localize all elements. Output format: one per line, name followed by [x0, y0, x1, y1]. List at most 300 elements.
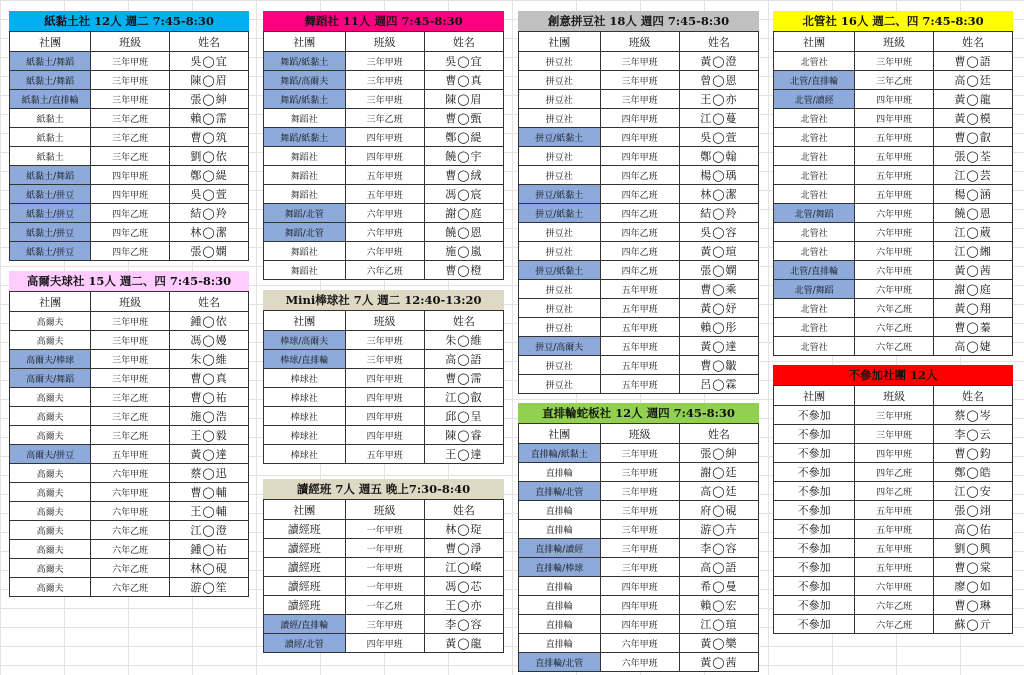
cell-club[interactable]: 高爾夫 [10, 407, 91, 426]
cell-club[interactable]: 拼豆/紙黏土 [519, 204, 601, 223]
cell-student-name[interactable]: 黃◯樂 [679, 634, 758, 653]
cell-club[interactable]: 紙黏土/拼豆 [10, 185, 91, 204]
cell-club[interactable]: 棒球社 [264, 445, 346, 464]
cell-class[interactable]: 四年甲班 [345, 407, 424, 426]
cell-class[interactable]: 四年乙班 [600, 261, 679, 280]
cell-student-name[interactable]: 陳◯眉 [424, 90, 503, 109]
cell-class[interactable]: 四年甲班 [345, 634, 424, 653]
cell-student-name[interactable]: 曹◯絨 [424, 166, 503, 185]
cell-club[interactable]: 棒球社 [264, 407, 346, 426]
cell-class[interactable]: 六年乙班 [345, 261, 424, 280]
cell-club[interactable]: 不參加 [774, 444, 855, 463]
cell-class[interactable]: 六年甲班 [855, 261, 934, 280]
cell-class[interactable]: 三年乙班 [91, 388, 170, 407]
cell-class[interactable]: 三年甲班 [600, 520, 679, 539]
cell-class[interactable]: 三年乙班 [91, 128, 170, 147]
cell-student-name[interactable]: 馮◯嫚 [170, 331, 249, 350]
cell-club[interactable]: 北管/舞蹈 [774, 204, 855, 223]
cell-student-name[interactable]: 江◯蔓 [679, 109, 758, 128]
cell-club[interactable]: 舞蹈/紙黏土 [264, 52, 346, 71]
cell-class[interactable]: 五年甲班 [855, 501, 934, 520]
cell-class[interactable]: 六年甲班 [91, 502, 170, 521]
cell-club[interactable]: 高爾夫 [10, 502, 91, 521]
cell-student-name[interactable]: 李◯容 [679, 539, 758, 558]
cell-class[interactable]: 五年甲班 [855, 185, 934, 204]
cell-class[interactable]: 三年甲班 [345, 52, 424, 71]
cell-club[interactable]: 拼豆/紙黏土 [519, 261, 601, 280]
cell-student-name[interactable]: 林◯潔 [679, 185, 758, 204]
cell-club[interactable]: 拼豆社 [519, 280, 601, 299]
cell-student-name[interactable]: 曹◯真 [170, 369, 249, 388]
cell-class[interactable]: 三年乙班 [855, 71, 934, 90]
cell-student-name[interactable]: 賴◯彤 [679, 318, 758, 337]
cell-club[interactable]: 高爾夫 [10, 331, 91, 350]
cell-class[interactable]: 四年甲班 [91, 185, 170, 204]
cell-class[interactable]: 六年甲班 [600, 653, 679, 672]
cell-club[interactable]: 直排輪/北管 [519, 482, 601, 501]
cell-club[interactable]: 北管社 [774, 166, 855, 185]
cell-student-name[interactable]: 游◯笙 [170, 578, 249, 597]
cell-class[interactable]: 四年甲班 [345, 147, 424, 166]
cell-class[interactable]: 六年甲班 [345, 242, 424, 261]
cell-student-name[interactable]: 鄭◯翰 [679, 147, 758, 166]
cell-student-name[interactable]: 曹◯叡 [934, 128, 1013, 147]
cell-class[interactable]: 三年甲班 [91, 71, 170, 90]
cell-student-name[interactable]: 馮◯宸 [424, 185, 503, 204]
cell-club[interactable]: 舞蹈社 [264, 109, 346, 128]
cell-club[interactable]: 拼豆社 [519, 71, 601, 90]
cell-club[interactable]: 不參加 [774, 406, 855, 425]
cell-student-name[interactable]: 高◯婕 [934, 337, 1013, 356]
cell-class[interactable]: 四年乙班 [855, 463, 934, 482]
cell-student-name[interactable]: 吳◯宜 [170, 52, 249, 71]
cell-club[interactable]: 直排輪 [519, 463, 601, 482]
cell-student-name[interactable]: 鄭◯皓 [934, 463, 1013, 482]
cell-class[interactable]: 六年甲班 [855, 242, 934, 261]
cell-club[interactable]: 北管社 [774, 52, 855, 71]
cell-club[interactable]: 北管社 [774, 109, 855, 128]
cell-class[interactable]: 六年乙班 [855, 615, 934, 634]
cell-club[interactable]: 舞蹈社 [264, 147, 346, 166]
cell-student-name[interactable]: 王◯亦 [679, 90, 758, 109]
cell-club[interactable]: 高爾夫 [10, 578, 91, 597]
cell-student-name[interactable]: 張◯嫻 [679, 261, 758, 280]
cell-club[interactable]: 高爾夫 [10, 464, 91, 483]
cell-club[interactable]: 直排輪 [519, 596, 601, 615]
cell-student-name[interactable]: 朱◯維 [424, 331, 503, 350]
cell-student-name[interactable]: 希◯曼 [679, 577, 758, 596]
cell-class[interactable]: 五年甲班 [855, 166, 934, 185]
cell-student-name[interactable]: 鍾◯依 [170, 312, 249, 331]
cell-class[interactable]: 三年乙班 [91, 407, 170, 426]
cell-student-name[interactable]: 鄭◯緹 [170, 166, 249, 185]
cell-class[interactable]: 四年甲班 [855, 444, 934, 463]
cell-student-name[interactable]: 林◯琁 [424, 520, 503, 539]
cell-class[interactable]: 六年乙班 [91, 578, 170, 597]
cell-club[interactable]: 北管社 [774, 299, 855, 318]
cell-class[interactable]: 四年甲班 [600, 147, 679, 166]
cell-student-name[interactable]: 黃◯翔 [934, 299, 1013, 318]
cell-class[interactable]: 四年甲班 [600, 128, 679, 147]
cell-class[interactable]: 三年甲班 [345, 90, 424, 109]
cell-class[interactable]: 五年甲班 [600, 280, 679, 299]
cell-class[interactable]: 六年乙班 [91, 559, 170, 578]
cell-student-name[interactable]: 張◯紳 [170, 90, 249, 109]
cell-class[interactable]: 四年甲班 [345, 128, 424, 147]
cell-student-name[interactable]: 曹◯棠 [934, 558, 1013, 577]
cell-class[interactable]: 三年甲班 [600, 444, 679, 463]
cell-club[interactable]: 讀經班 [264, 539, 346, 558]
cell-student-name[interactable]: 賴◯霈 [170, 109, 249, 128]
cell-class[interactable]: 四年甲班 [91, 166, 170, 185]
cell-club[interactable]: 高爾夫 [10, 388, 91, 407]
cell-student-name[interactable]: 黃◯模 [934, 109, 1013, 128]
cell-club[interactable]: 讀經班 [264, 596, 346, 615]
cell-club[interactable]: 紙黏土/拼豆 [10, 242, 91, 261]
cell-class[interactable]: 六年甲班 [91, 464, 170, 483]
cell-club[interactable]: 直排輪 [519, 577, 601, 596]
cell-class[interactable]: 五年甲班 [855, 128, 934, 147]
cell-club[interactable]: 高爾夫/舞蹈 [10, 369, 91, 388]
cell-student-name[interactable]: 黃◯妤 [679, 299, 758, 318]
cell-club[interactable]: 不參加 [774, 615, 855, 634]
cell-club[interactable]: 高爾夫 [10, 312, 91, 331]
cell-student-name[interactable]: 結◯羚 [170, 204, 249, 223]
cell-student-name[interactable]: 謝◯廷 [679, 463, 758, 482]
cell-student-name[interactable]: 黃◯瑄 [679, 242, 758, 261]
cell-class[interactable]: 三年甲班 [600, 90, 679, 109]
cell-student-name[interactable]: 馮◯芯 [424, 577, 503, 596]
cell-class[interactable]: 三年甲班 [600, 501, 679, 520]
cell-club[interactable]: 紙黏土 [10, 147, 91, 166]
cell-student-name[interactable]: 江◯叡 [424, 388, 503, 407]
cell-club[interactable]: 直排輪/棒球 [519, 558, 601, 577]
cell-student-name[interactable]: 李◯云 [934, 425, 1013, 444]
cell-club[interactable]: 不參加 [774, 596, 855, 615]
cell-club[interactable]: 北管社 [774, 337, 855, 356]
cell-club[interactable]: 高爾夫 [10, 540, 91, 559]
cell-club[interactable]: 拼豆社 [519, 166, 601, 185]
cell-student-name[interactable]: 張◯紳 [679, 444, 758, 463]
cell-student-name[interactable]: 饒◯恩 [424, 223, 503, 242]
cell-class[interactable]: 六年甲班 [91, 483, 170, 502]
cell-class[interactable]: 三年乙班 [91, 426, 170, 445]
cell-class[interactable]: 一年甲班 [345, 520, 424, 539]
cell-student-name[interactable]: 高◯佑 [934, 520, 1013, 539]
cell-student-name[interactable]: 陳◯睿 [424, 426, 503, 445]
cell-class[interactable]: 五年甲班 [600, 318, 679, 337]
cell-club[interactable]: 舞蹈/紙黏土 [264, 90, 346, 109]
cell-club[interactable]: 直排輪 [519, 615, 601, 634]
cell-class[interactable]: 一年甲班 [345, 539, 424, 558]
cell-club[interactable]: 不參加 [774, 520, 855, 539]
cell-club[interactable]: 棒球/直排輪 [264, 350, 346, 369]
cell-club[interactable]: 紙黏土/舞蹈 [10, 166, 91, 185]
cell-class[interactable]: 三年乙班 [91, 109, 170, 128]
cell-student-name[interactable]: 朱◯維 [170, 350, 249, 369]
cell-club[interactable]: 北管社 [774, 128, 855, 147]
cell-club[interactable]: 舞蹈/北管 [264, 223, 346, 242]
cell-student-name[interactable]: 張◯嫻 [170, 242, 249, 261]
cell-class[interactable]: 四年乙班 [91, 204, 170, 223]
cell-student-name[interactable]: 曹◯皺 [679, 356, 758, 375]
cell-class[interactable]: 六年甲班 [345, 223, 424, 242]
cell-class[interactable]: 五年甲班 [855, 520, 934, 539]
cell-class[interactable]: 五年甲班 [345, 166, 424, 185]
cell-club[interactable]: 高爾夫 [10, 426, 91, 445]
cell-student-name[interactable]: 廖◯如 [934, 577, 1013, 596]
cell-club[interactable]: 紙黏土/舞蹈 [10, 52, 91, 71]
cell-club[interactable]: 棒球社 [264, 369, 346, 388]
cell-student-name[interactable]: 黃◯龍 [424, 634, 503, 653]
cell-club[interactable]: 棒球社 [264, 426, 346, 445]
cell-class[interactable]: 三年甲班 [600, 52, 679, 71]
cell-club[interactable]: 直排輪/紙黏土 [519, 444, 601, 463]
cell-class[interactable]: 六年甲班 [600, 634, 679, 653]
cell-student-name[interactable]: 結◯羚 [679, 204, 758, 223]
cell-student-name[interactable]: 林◯硯 [170, 559, 249, 578]
cell-student-name[interactable]: 曹◯真 [424, 71, 503, 90]
cell-club[interactable]: 拼豆社 [519, 90, 601, 109]
cell-class[interactable]: 六年甲班 [345, 204, 424, 223]
cell-club[interactable]: 北管/讀經 [774, 90, 855, 109]
cell-club[interactable]: 棒球/高爾夫 [264, 331, 346, 350]
cell-club[interactable]: 棒球社 [264, 388, 346, 407]
cell-class[interactable]: 六年乙班 [855, 337, 934, 356]
cell-club[interactable]: 讀經班 [264, 558, 346, 577]
cell-class[interactable]: 三年甲班 [91, 369, 170, 388]
cell-club[interactable]: 舞蹈/紙黏土 [264, 128, 346, 147]
cell-student-name[interactable]: 邱◯呈 [424, 407, 503, 426]
cell-class[interactable]: 六年甲班 [855, 204, 934, 223]
cell-class[interactable]: 五年甲班 [345, 185, 424, 204]
cell-student-name[interactable]: 饒◯恩 [934, 204, 1013, 223]
cell-club[interactable]: 直排輪/讀經 [519, 539, 601, 558]
cell-club[interactable]: 拼豆社 [519, 375, 601, 394]
cell-club[interactable]: 拼豆/紙黏土 [519, 128, 601, 147]
cell-student-name[interactable]: 鍾◯祐 [170, 540, 249, 559]
cell-club[interactable]: 舞蹈社 [264, 261, 346, 280]
cell-class[interactable]: 三年甲班 [345, 615, 424, 634]
cell-student-name[interactable]: 府◯硯 [679, 501, 758, 520]
cell-student-name[interactable]: 曹◯橙 [424, 261, 503, 280]
cell-student-name[interactable]: 江◯澄 [170, 521, 249, 540]
cell-class[interactable]: 六年甲班 [855, 577, 934, 596]
cell-club[interactable]: 舞蹈/北管 [264, 204, 346, 223]
cell-student-name[interactable]: 曹◯輔 [170, 483, 249, 502]
cell-class[interactable]: 四年甲班 [345, 369, 424, 388]
cell-student-name[interactable]: 吳◯萱 [170, 185, 249, 204]
cell-club[interactable]: 北管社 [774, 185, 855, 204]
cell-club[interactable]: 高爾夫 [10, 521, 91, 540]
cell-class[interactable]: 三年甲班 [345, 350, 424, 369]
cell-club[interactable]: 直排輪 [519, 634, 601, 653]
cell-student-name[interactable]: 黃◯達 [679, 337, 758, 356]
cell-class[interactable]: 五年甲班 [91, 445, 170, 464]
cell-club[interactable]: 拼豆社 [519, 52, 601, 71]
cell-student-name[interactable]: 高◯語 [424, 350, 503, 369]
cell-student-name[interactable]: 曹◯筑 [170, 128, 249, 147]
cell-club[interactable]: 北管社 [774, 223, 855, 242]
cell-club[interactable]: 不參加 [774, 425, 855, 444]
cell-class[interactable]: 三年甲班 [91, 350, 170, 369]
cell-student-name[interactable]: 曹◯霈 [424, 369, 503, 388]
cell-class[interactable]: 三年甲班 [91, 52, 170, 71]
cell-class[interactable]: 五年甲班 [600, 337, 679, 356]
cell-club[interactable]: 讀經班 [264, 577, 346, 596]
cell-student-name[interactable]: 謝◯庭 [424, 204, 503, 223]
cell-student-name[interactable]: 王◯毅 [170, 426, 249, 445]
cell-student-name[interactable]: 吳◯萱 [679, 128, 758, 147]
cell-student-name[interactable]: 楊◯涵 [934, 185, 1013, 204]
cell-class[interactable]: 六年甲班 [855, 280, 934, 299]
cell-student-name[interactable]: 張◯翊 [934, 501, 1013, 520]
cell-class[interactable]: 一年甲班 [345, 558, 424, 577]
cell-club[interactable]: 拼豆社 [519, 109, 601, 128]
cell-club[interactable]: 高爾夫/棒球 [10, 350, 91, 369]
cell-class[interactable]: 三年甲班 [855, 425, 934, 444]
cell-club[interactable]: 直排輪/北管 [519, 653, 601, 672]
cell-club[interactable]: 高爾夫 [10, 559, 91, 578]
cell-class[interactable]: 四年甲班 [345, 388, 424, 407]
cell-student-name[interactable]: 江◯安 [934, 482, 1013, 501]
cell-student-name[interactable]: 王◯亦 [424, 596, 503, 615]
cell-class[interactable]: 一年乙班 [345, 596, 424, 615]
cell-student-name[interactable]: 曹◯甄 [424, 109, 503, 128]
cell-class[interactable]: 五年甲班 [855, 558, 934, 577]
cell-class[interactable]: 五年甲班 [855, 147, 934, 166]
cell-student-name[interactable]: 黃◯茜 [934, 261, 1013, 280]
cell-student-name[interactable]: 江◯嶸 [424, 558, 503, 577]
cell-club[interactable]: 紙黏土 [10, 128, 91, 147]
cell-student-name[interactable]: 曹◯蓁 [934, 318, 1013, 337]
cell-class[interactable]: 三年甲班 [345, 331, 424, 350]
cell-student-name[interactable]: 王◯達 [424, 445, 503, 464]
cell-club[interactable]: 北管社 [774, 242, 855, 261]
cell-student-name[interactable]: 施◯嵐 [424, 242, 503, 261]
cell-club[interactable]: 紙黏土/拼豆 [10, 204, 91, 223]
cell-club[interactable]: 北管社 [774, 147, 855, 166]
cell-class[interactable]: 三年甲班 [345, 71, 424, 90]
cell-club[interactable]: 北管/直排輪 [774, 261, 855, 280]
cell-student-name[interactable]: 黃◯龍 [934, 90, 1013, 109]
cell-club[interactable]: 讀經班 [264, 520, 346, 539]
cell-club[interactable]: 讀經/直排輪 [264, 615, 346, 634]
cell-class[interactable]: 一年甲班 [345, 577, 424, 596]
cell-student-name[interactable]: 林◯潔 [170, 223, 249, 242]
cell-club[interactable]: 不參加 [774, 482, 855, 501]
cell-club[interactable]: 舞蹈社 [264, 242, 346, 261]
cell-club[interactable]: 紙黏土 [10, 109, 91, 128]
cell-student-name[interactable]: 曾◯恩 [679, 71, 758, 90]
cell-class[interactable]: 六年乙班 [91, 540, 170, 559]
cell-class[interactable]: 三年甲班 [855, 406, 934, 425]
cell-class[interactable]: 五年甲班 [600, 375, 679, 394]
cell-club[interactable]: 北管/直排輪 [774, 71, 855, 90]
cell-student-name[interactable]: 曹◯鈞 [934, 444, 1013, 463]
cell-club[interactable]: 拼豆社 [519, 299, 601, 318]
cell-student-name[interactable]: 曹◯語 [934, 52, 1013, 71]
cell-student-name[interactable]: 曹◯琳 [934, 596, 1013, 615]
cell-student-name[interactable]: 王◯輔 [170, 502, 249, 521]
cell-student-name[interactable]: 黃◯茜 [679, 653, 758, 672]
cell-class[interactable]: 五年甲班 [600, 299, 679, 318]
cell-class[interactable]: 三年甲班 [855, 52, 934, 71]
cell-student-name[interactable]: 謝◯庭 [934, 280, 1013, 299]
cell-student-name[interactable]: 江◯瑄 [679, 615, 758, 634]
cell-student-name[interactable]: 江◯芸 [934, 166, 1013, 185]
cell-class[interactable]: 三年甲班 [91, 90, 170, 109]
cell-club[interactable]: 不參加 [774, 558, 855, 577]
cell-class[interactable]: 五年甲班 [600, 356, 679, 375]
cell-club[interactable]: 北管/舞蹈 [774, 280, 855, 299]
cell-student-name[interactable]: 賴◯宏 [679, 596, 758, 615]
cell-class[interactable]: 三年甲班 [600, 71, 679, 90]
cell-class[interactable]: 三年甲班 [600, 482, 679, 501]
cell-class[interactable]: 六年甲班 [855, 223, 934, 242]
cell-club[interactable]: 舞蹈社 [264, 166, 346, 185]
cell-club[interactable]: 不參加 [774, 463, 855, 482]
cell-class[interactable]: 四年甲班 [600, 615, 679, 634]
cell-student-name[interactable]: 呂◯霖 [679, 375, 758, 394]
cell-class[interactable]: 四年乙班 [600, 223, 679, 242]
cell-class[interactable]: 六年乙班 [855, 596, 934, 615]
cell-club[interactable]: 舞蹈社 [264, 185, 346, 204]
cell-club[interactable]: 拼豆社 [519, 147, 601, 166]
cell-student-name[interactable]: 饒◯宇 [424, 147, 503, 166]
cell-class[interactable]: 四年甲班 [855, 90, 934, 109]
cell-student-name[interactable]: 吳◯宜 [424, 52, 503, 71]
cell-class[interactable]: 三年乙班 [91, 147, 170, 166]
cell-class[interactable]: 四年乙班 [91, 223, 170, 242]
cell-class[interactable]: 六年乙班 [855, 299, 934, 318]
cell-student-name[interactable]: 吳◯容 [679, 223, 758, 242]
cell-student-name[interactable]: 曹◯乘 [679, 280, 758, 299]
cell-club[interactable]: 拼豆社 [519, 356, 601, 375]
cell-class[interactable]: 三年甲班 [91, 312, 170, 331]
cell-class[interactable]: 四年乙班 [600, 166, 679, 185]
cell-student-name[interactable]: 高◯廷 [934, 71, 1013, 90]
cell-club[interactable]: 紙黏土/拼豆 [10, 223, 91, 242]
cell-student-name[interactable]: 蘇◯亓 [934, 615, 1013, 634]
cell-class[interactable]: 三年甲班 [600, 463, 679, 482]
cell-club[interactable]: 舞蹈/高爾夫 [264, 71, 346, 90]
cell-club[interactable]: 紙黏土/直排輪 [10, 90, 91, 109]
cell-student-name[interactable]: 高◯語 [679, 558, 758, 577]
cell-student-name[interactable]: 黃◯澄 [679, 52, 758, 71]
cell-class[interactable]: 三年甲班 [600, 539, 679, 558]
cell-class[interactable]: 五年甲班 [345, 445, 424, 464]
cell-student-name[interactable]: 黃◯達 [170, 445, 249, 464]
cell-class[interactable]: 四年乙班 [600, 204, 679, 223]
cell-club[interactable]: 拼豆社 [519, 223, 601, 242]
cell-student-name[interactable]: 劉◯興 [934, 539, 1013, 558]
cell-club[interactable]: 高爾夫 [10, 483, 91, 502]
cell-club[interactable]: 不參加 [774, 539, 855, 558]
cell-student-name[interactable]: 施◯浩 [170, 407, 249, 426]
cell-class[interactable]: 四年乙班 [600, 242, 679, 261]
cell-class[interactable]: 五年甲班 [855, 539, 934, 558]
cell-student-name[interactable]: 曹◯祐 [170, 388, 249, 407]
cell-club[interactable]: 不參加 [774, 577, 855, 596]
cell-club[interactable]: 拼豆社 [519, 318, 601, 337]
cell-club[interactable]: 拼豆/高爾夫 [519, 337, 601, 356]
cell-student-name[interactable]: 鄭◯緹 [424, 128, 503, 147]
cell-club[interactable]: 北管社 [774, 318, 855, 337]
cell-class[interactable]: 四年乙班 [855, 482, 934, 501]
cell-class[interactable]: 四年乙班 [600, 185, 679, 204]
cell-class[interactable]: 四年甲班 [855, 109, 934, 128]
